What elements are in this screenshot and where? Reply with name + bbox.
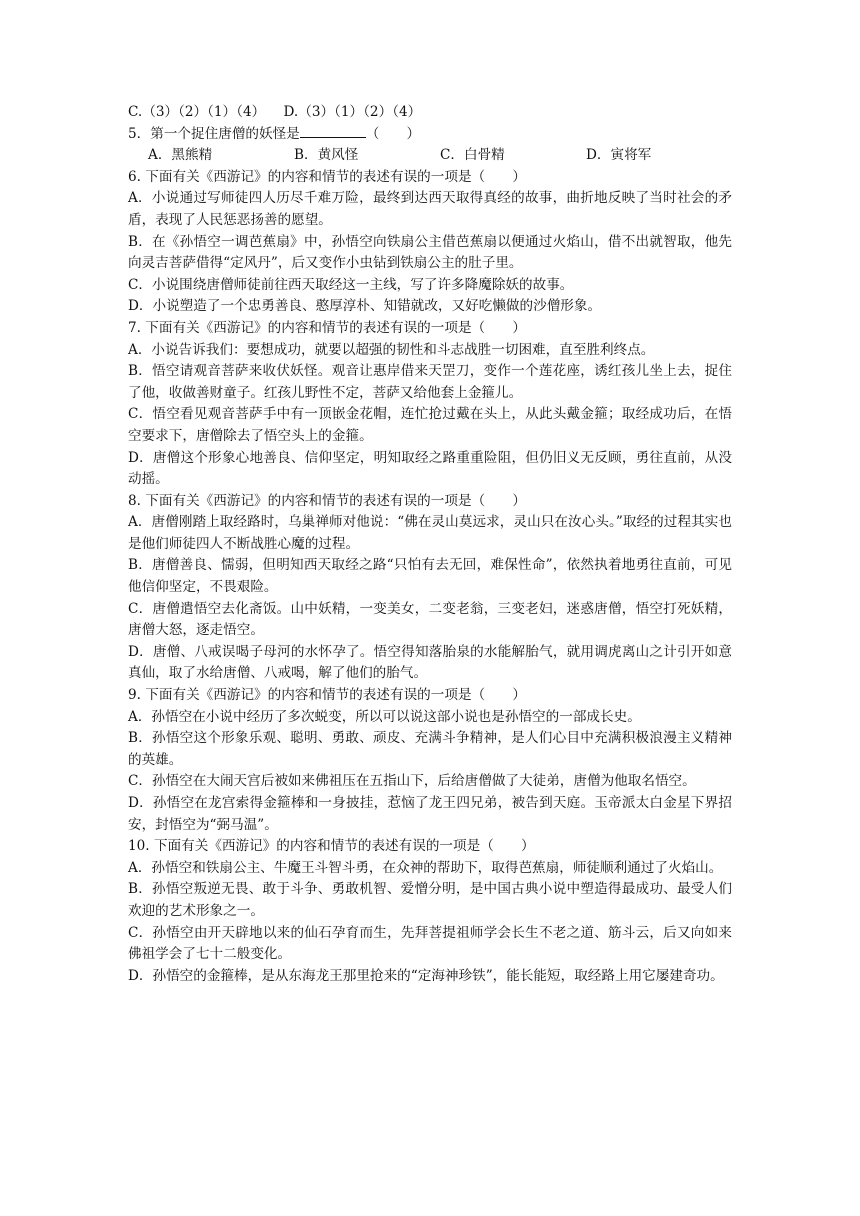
answer-blank bbox=[300, 125, 366, 138]
question-7-title: 7. 下面有关《西游记》的内容和情节的表述有误的一项是（ ） bbox=[128, 319, 526, 336]
document-page bbox=[128, 102, 732, 987]
question-10-option-b: B．孙悟空叛逆无畏、敢于斗争、勇敢机智、爱憎分明，是中国古典小说中塑造得最成功、最受人们欢迎的艺术形象之一。 bbox=[128, 881, 732, 919]
question-10-option-d: D．孙悟空的金箍棒，是从东海龙王那里抢来的“定海神珍铁”，能长能短，取经路上用它屡建奇功。 bbox=[128, 967, 724, 984]
question-6-option-b: B．在《孙悟空一调芭蕉扇》中，孙悟空向铁扇公主借芭蕉扇以便通过火焰山，借不出就智取，他先向灵吉菩萨借得“定风丹”，后又变作小虫钻到铁扇公主的肚子里。 bbox=[128, 233, 732, 272]
question-6-option-c: C．小说围绕唐僧师徒前往西天取经这一主线，写了许多降魔除妖的故事。 bbox=[128, 276, 574, 293]
question-9-title: 9. 下面有关《西游记》的内容和情节的表述有误的一项是（ ） bbox=[128, 687, 526, 704]
question-8-option-c: C．唐僧遣悟空去化斋饭。山中妖精，一变美女，二变老翁，三变老妇，迷惑唐僧，悟空打死妖精，唐僧大怒，逐走悟空。 bbox=[128, 600, 732, 639]
question-7-option-a: A．小说告诉我们：要想成功，就要以超强的韧性和斗志战胜一切困难，直至胜利终点。 bbox=[128, 341, 655, 358]
option-c: C.（3）（2）（1）（4） bbox=[128, 104, 266, 120]
question-5-title: 5．第一个捉住唐僧的妖怪是 （ ） bbox=[128, 125, 421, 142]
question-10-option-c: C．孙悟空由开天辟地以来的仙石孕育而生，先拜菩提祖师学会长生不老之道、筋斗云，后又向如来佛祖学会了七十二般变化。 bbox=[128, 924, 732, 963]
option-d: D．寅将军 bbox=[586, 147, 652, 164]
question-7-option-d: D．唐僧这个形象心地善良、信仰坚定，明知取经之路重重险阻，但仍旧义无反顾，勇往直前，从没动摇。 bbox=[128, 449, 732, 488]
option-a: A．黑熊精 bbox=[148, 147, 213, 164]
question-8-option-d: D．唐僧、八戒误喝子母河的水怀孕了。悟空得知落胎泉的水能解胎气，就用调虎离山之计引开如意真仙，取了水给唐僧、八戒喝，解了他们的胎气。 bbox=[128, 643, 732, 682]
question-6-title: 6. 下面有关《西游记》的内容和情节的表述有误的一项是（ ） bbox=[128, 168, 526, 185]
question-6-option-a: A．小说通过写师徒四人历尽千难万险，最终到达西天取得真经的故事，曲折地反映了当时社会的矛盾，表现了人民惩恶扬善的愿望。 bbox=[128, 190, 732, 228]
question-9-option-c: C．孙悟空在大闹天宫后被如来佛祖压在五指山下，后给唐僧做了大徒弟，唐僧为他取名悟空。 bbox=[128, 773, 696, 790]
question-6-option-d: D．小说塑造了一个忠勇善良、憨厚淳朴、知错就改，又好吃懒做的沙僧形象。 bbox=[128, 298, 602, 315]
question-9-option-d: D．孙悟空在龙宫索得金箍棒和一身披挂，惹恼了龙王四兄弟，被告到天庭。玉帝派太白金星下界招安，封悟空为“弼马温”。 bbox=[128, 795, 732, 833]
question-8-option-a: A．唐僧刚踏上取经路时，乌巢禅师对他说：“佛在灵山莫远求，灵山只在汝心头。”取经的过程其实也是他们师徒四人不断战胜心魔的过程。 bbox=[128, 514, 732, 552]
question-8-title: 8. 下面有关《西游记》的内容和情节的表述有误的一项是（ ） bbox=[128, 492, 526, 509]
question-9-option-b: B．孙悟空这个形象乐观、聪明、勇敢、顽皮、充满斗争精神，是人们心目中充满积极浪漫主义精神的英雄。 bbox=[128, 730, 732, 768]
question-5-options bbox=[128, 145, 732, 167]
question-8-option-b: B．唐僧善良、懦弱，但明知西天取经之路“只怕有去无回，难保性命”，依然执着地勇往直前，可见他信仰坚定，不畏艰险。 bbox=[128, 557, 732, 596]
option-d: D.（3）（1）（2）（4） bbox=[283, 104, 422, 120]
question-9-option-a: A．孙悟空在小说中经历了多次蜕变，所以可以说这部小说也是孙悟空的一部成长史。 bbox=[128, 708, 641, 725]
question-7-option-b: B．悟空请观音菩萨来收伏妖怪。观音让惠岸借来天罡刀，变作一个莲花座，诱红孩儿坐上去，捉住了他，收做善财童子。红孩儿野性不定，菩萨又给他套上金箍儿。 bbox=[128, 363, 732, 401]
option-c: C．白骨精 bbox=[440, 147, 505, 164]
prev-question-options bbox=[128, 102, 732, 124]
question-10-title: 10. 下面有关《西游记》的内容和情节的表述有误的一项是（ ） bbox=[128, 838, 535, 855]
question-7-option-c: C．悟空看见观音菩萨手中有一顶嵌金花帽，连忙抢过戴在头上，从此头戴金箍；取经成功后，在悟空要求下，唐僧除去了悟空头上的金箍。 bbox=[128, 406, 732, 444]
question-10-option-a: A．孙悟空和铁扇公主、牛魔王斗智斗勇，在众神的帮助下，取得芭蕉扇，师徒顺利通过了火焰山。 bbox=[128, 859, 723, 876]
option-b: B．黄风怪 bbox=[294, 147, 359, 164]
